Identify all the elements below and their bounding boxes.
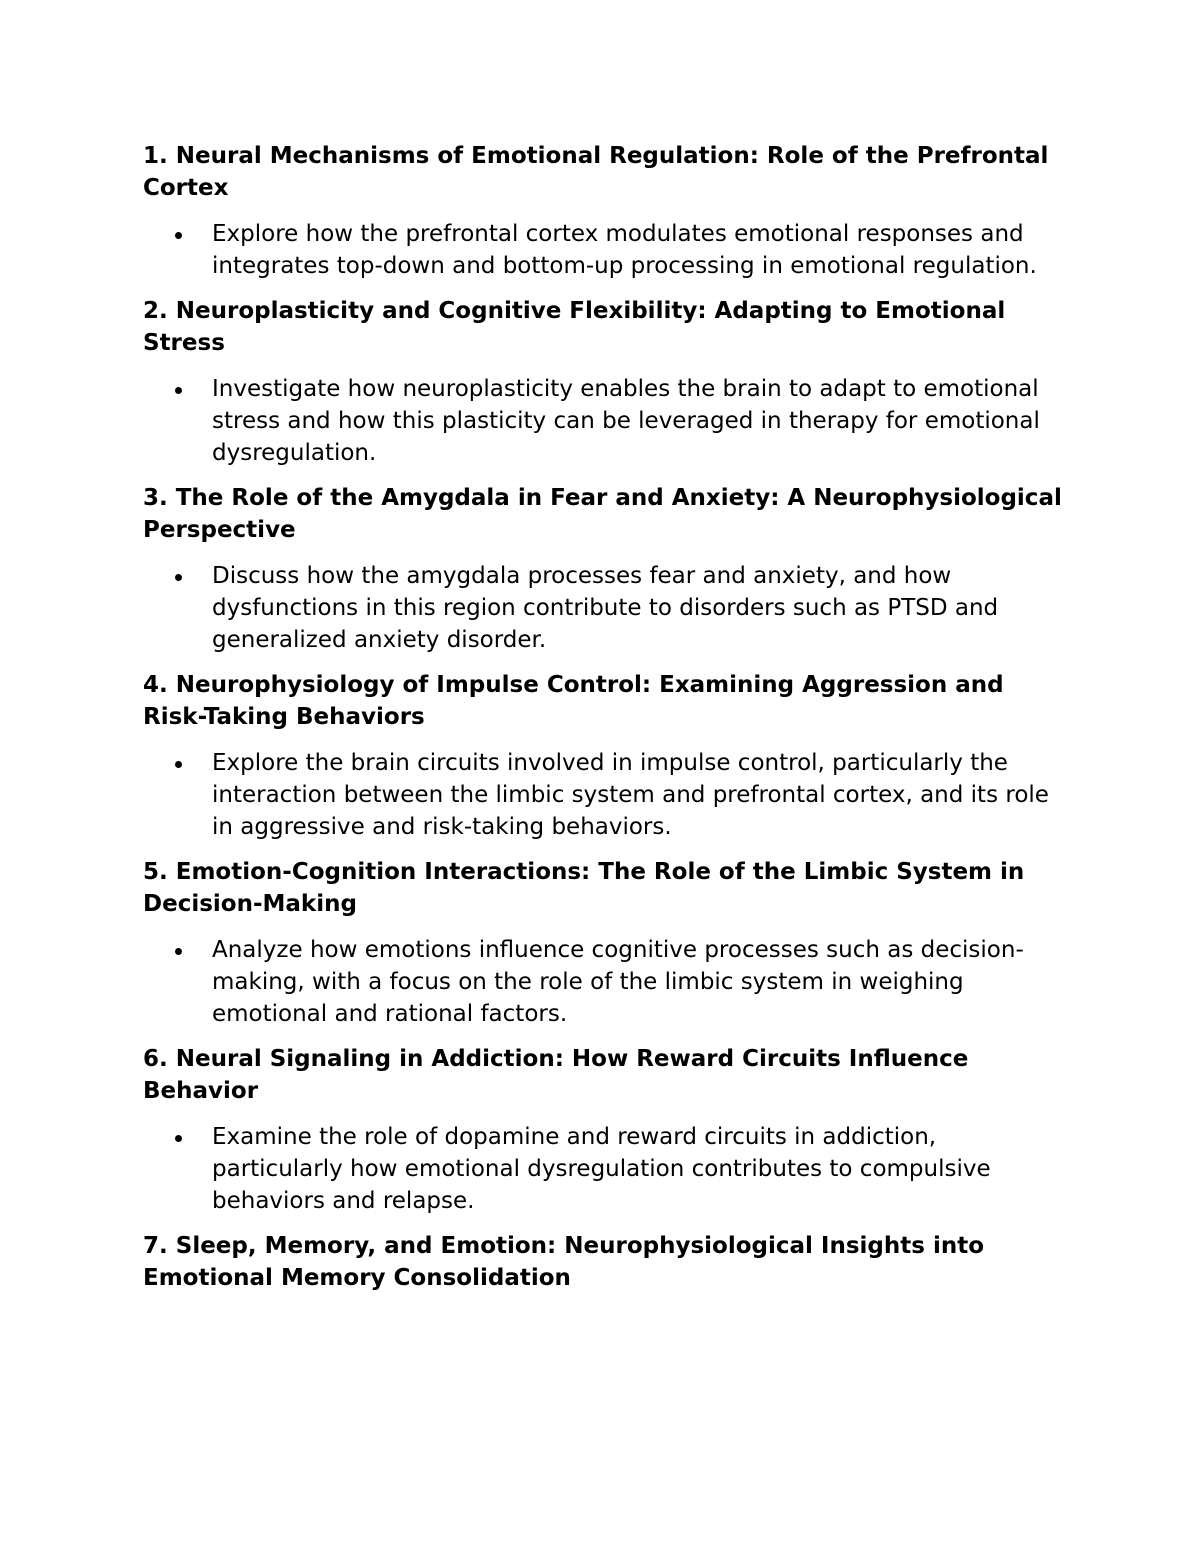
- bullet-icon: [175, 761, 182, 768]
- section-heading: 1. Neural Mechanisms of Emotional Regulation: Role of the Prefrontal Cortex: [143, 143, 1049, 201]
- bullet-item: [143, 1121, 1063, 1217]
- section-3: [143, 482, 1063, 656]
- bullet-text: Explore the brain circuits involved in impulse control, particularly the interaction between the limbic system and prefrontal cortex, and its role in aggressive and risk-taking behaviors.: [212, 750, 1049, 840]
- section-1: [143, 140, 1063, 282]
- bullet-text: Discuss how the amygdala processes fear and anxiety, and how dysfunctions in this region contribute to disorders such as PTSD and generalized anxiety disorder.: [212, 563, 999, 653]
- bullet-text: Analyze how emotions influence cognitive processes such as decision-making, with a focus on the role of the limbic system in weighing emotional and rational factors.: [212, 937, 1024, 1027]
- bullet-list: [143, 218, 1063, 282]
- bullet-icon: [175, 574, 182, 581]
- bullet-list: [143, 1121, 1063, 1217]
- section-heading: 3. The Role of the Amygdala in Fear and Anxiety: A Neurophysiological Perspective: [143, 485, 1062, 543]
- bullet-text: Investigate how neuroplasticity enables the brain to adapt to emotional stress and how this plasticity can be leveraged in therapy for emotional dysregulation.: [212, 376, 1040, 466]
- section-heading: 4. Neurophysiology of Impulse Control: Examining Aggression and Risk-Taking Behaviors: [143, 672, 1004, 730]
- section-5: [143, 856, 1063, 1030]
- bullet-list: [143, 373, 1063, 469]
- bullet-item: [143, 934, 1063, 1030]
- bullet-list: [143, 934, 1063, 1030]
- section-6: [143, 1043, 1063, 1217]
- section-4: [143, 669, 1063, 843]
- bullet-text: Explore how the prefrontal cortex modulates emotional responses and integrates top-down and bottom-up processing in emotional regulation.: [212, 221, 1037, 279]
- bullet-item: [143, 747, 1063, 843]
- document-page: [143, 140, 1063, 1308]
- bullet-icon: [175, 948, 182, 955]
- bullet-list: [143, 747, 1063, 843]
- bullet-icon: [175, 1135, 182, 1142]
- section-heading: 7. Sleep, Memory, and Emotion: Neurophysiological Insights into Emotional Memory Consolidation: [143, 1233, 984, 1291]
- section-7: [143, 1230, 1063, 1294]
- bullet-icon: [175, 232, 182, 239]
- section-2: [143, 295, 1063, 469]
- bullet-item: [143, 373, 1063, 469]
- bullet-text: Examine the role of dopamine and reward circuits in addiction, particularly how emotional dysregulation contributes to compulsive behaviors and relapse.: [212, 1124, 991, 1214]
- bullet-icon: [175, 387, 182, 394]
- bullet-list: [143, 560, 1063, 656]
- bullet-item: [143, 560, 1063, 656]
- bullet-item: [143, 218, 1063, 282]
- section-heading: 6. Neural Signaling in Addiction: How Reward Circuits Influence Behavior: [143, 1046, 969, 1104]
- section-heading: 5. Emotion-Cognition Interactions: The Role of the Limbic System in Decision-Making: [143, 859, 1025, 917]
- section-heading: 2. Neuroplasticity and Cognitive Flexibility: Adapting to Emotional Stress: [143, 298, 1006, 356]
